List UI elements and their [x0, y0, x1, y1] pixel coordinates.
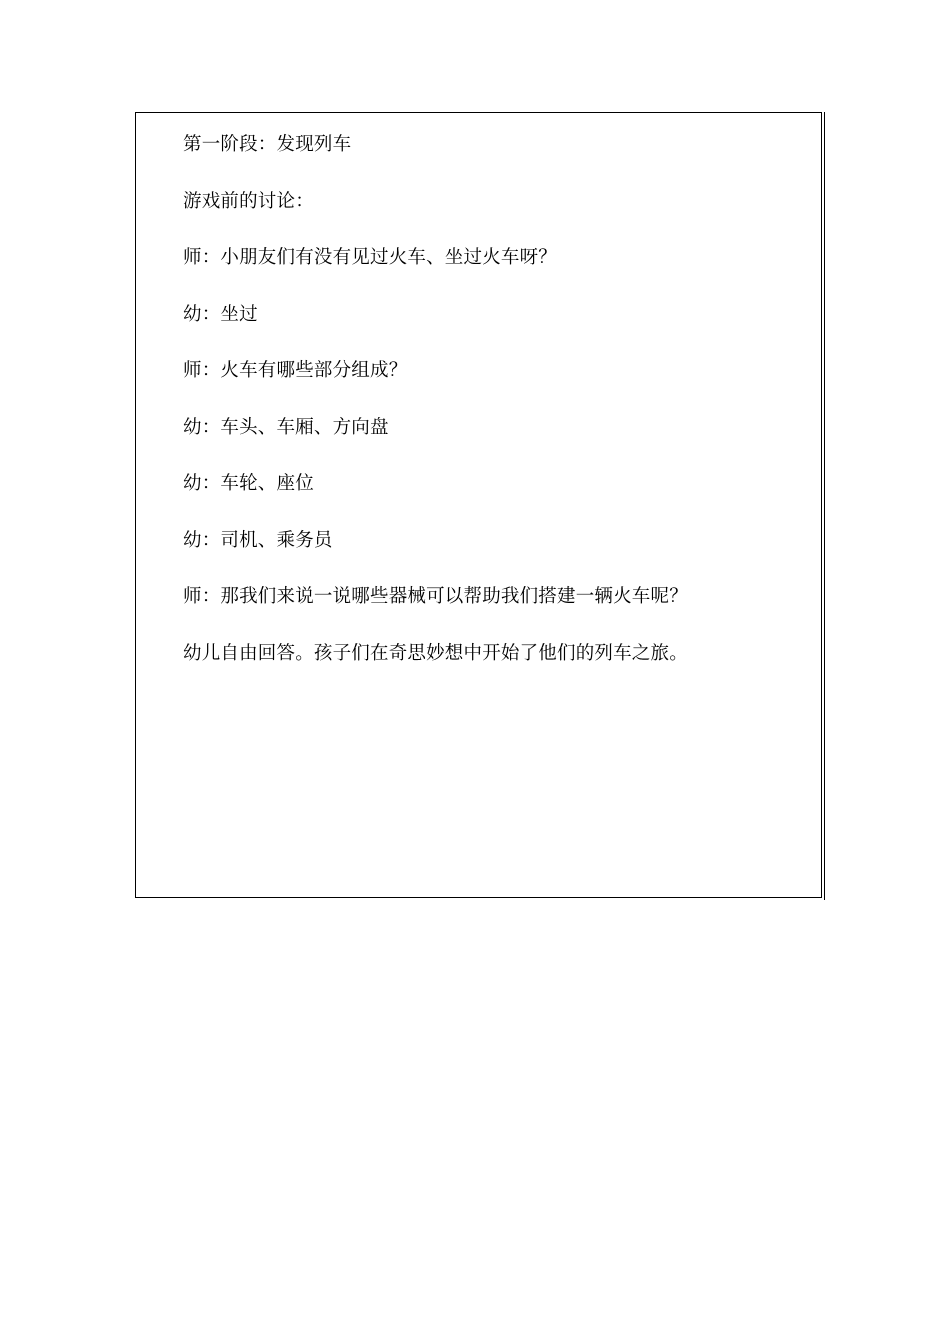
- dialogue-line: 师：那我们来说一说哪些器械可以帮助我们搭建一辆火车呢？: [183, 586, 688, 607]
- summary-line: 幼儿自由回答。孩子们在奇思妙想中开始了他们的列车之旅。: [183, 642, 688, 664]
- dialogue-line: 师：火车有哪些部分组成？: [183, 360, 408, 381]
- dialogue-line: 师：小朋友们有没有见过火车、坐过火车呀？: [183, 247, 558, 268]
- text-frame: [135, 112, 822, 898]
- dialogue-line: 幼：车轮、座位: [183, 473, 314, 494]
- dialogue-line: 幼：坐过: [183, 303, 258, 325]
- dialogue-line: 幼：司机、乘务员: [183, 529, 333, 551]
- dialogue-line: 幼：车头、车厢、方向盘: [183, 416, 389, 438]
- document-body: [183, 133, 803, 698]
- discussion-label: 游戏前的讨论：: [183, 190, 314, 212]
- section-heading: 第一阶段：发现列车: [183, 134, 352, 155]
